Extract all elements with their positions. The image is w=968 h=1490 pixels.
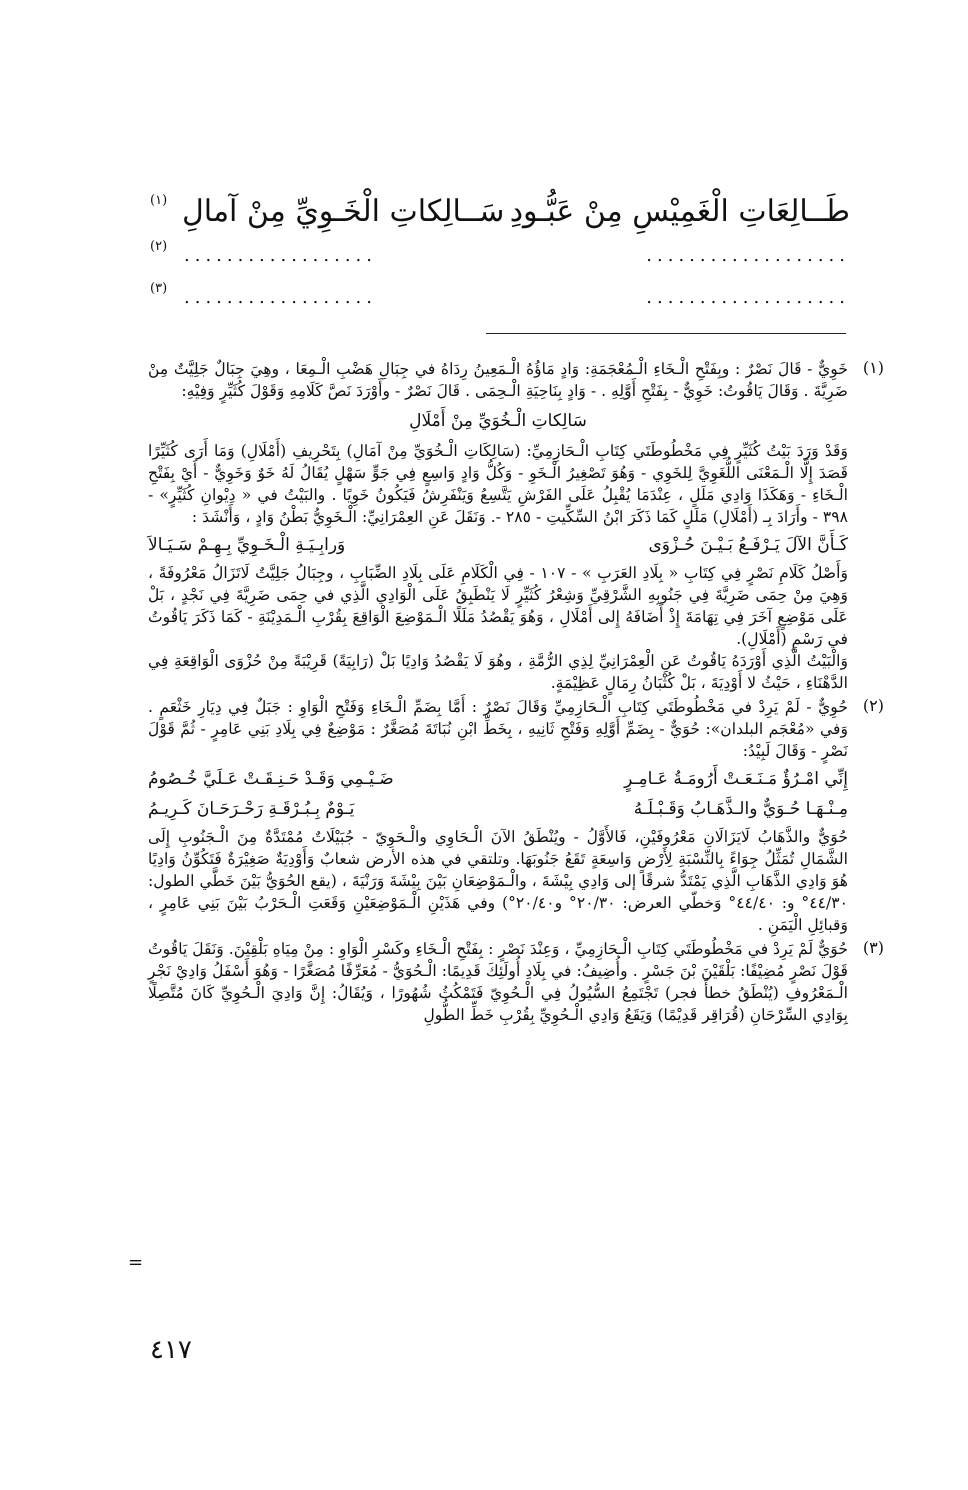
footnote-paragraph: حُوَيٌّ والذَّهَابُ لَايَزَالَانِ مَعْرُوفَيْنِ، فَالأَوَّلُ - ويُنْطَقُ الآنَ الْـحَاوِي والْـحَوِيّ - جُبَيْلَاتٌ مُمْتَدَّةٌ مِنَ الْـجَنُوبِ إِلَى الشَّمَالِ تُمَثِّلُ جِوَاءً بِالنِّسْبَةِ لِأَرْضٍ وَاسِعَةٍ تَقَعُ جَنُوبَهَا. وتلتقي في هذه الأرض شعابٌ وَأَوْدِيَةٌ صَغِيْرَةٌ فَتَكُوِّنُ وَادِيًا هُوَ وَادِي الذَّهَابِ الَّذِي يَمْتَدُّ شرقًا إلى وَادِي بِيْشَةَ ، والْـمَوْضِعَانِ بَيْنَ بِيْشَةَ وَرَنْيَةَ ، (يقع الحُوَيُّ بَيْنَ خَطَّي الطول: ٤٤/٣٠° و: ٤٤/٤٠° وَخطّي العرض: ٢٠/٣٠° و٢٠/٤٠°) وفي هَذَيْنِ الْـمَوْضِعَيْنِ وَقَعَتِ الْـحَرْبُ بَيْنَ بَنِي عَامِرٍ ، وَقبائِلِ الْيَمَنِ . <box>148 828 848 934</box>
footnote-paragraph: خَوِيٌّ - قَالَ نَصْرٌ : وبِفَتْحِ الْـخَاءِ الْـمُعْجَمَةِ: وَادٍ مَاؤُهُ الْـمَعِينُ رِدَاهُ في جِبَالِ هَضْبِ الْـمِعَا ، وهِيَ جِبَالٌ جَلِيَّتٌ مِنْ ضَرِيَّةَ . وَقَالَ يَاقُوتُ: خَوِيٌّ - بِفَتْحِ أَوَّلِهِ . - وَادٍ بِنَاحِيَةِ الْـحِمَى . قَالَ نَصْرٌ - وأَوْرَدَ نَصَّ كَلَامِهِ وَقَوْلَ كُثَيِّرٍ وَفِيْهِ: <box>148 360 848 400</box>
verse-hemistich-left: سَــالِكاتِ الْخَـوِيِّ مِنْ آمالِ <box>182 194 505 229</box>
cited-verse-right: كَـأَنَّ الآلَ يَـرْفَـعُ بَـيْـنَ حُـزْوَى <box>648 535 848 555</box>
footnote-1 <box>148 358 884 694</box>
footnote-paragraph: وَقَدْ وَرَدَ بَيْتُ كُثَيِّرٍ فِي مَخْطُوطَتَي كِتَابِ الْـحَازِمِيِّ: (سَالِكَاتِ الْـخُوَيِّ مِنْ آمَالِ) بِتَحْرِيفِ (أَمْلَالِ) وَمَا أَرَى كُثَيِّرًا قَصَدَ إِلَّا الْـمَعْنَى اللُّغَوِيَّ لِلخَوِي - وَهُوَ تَصْغِيرُ الْـخَوِ - وَكُلُّ وَادٍ وَاسِعٍ فِي جَوٍّ سَهْلٍ يُقَالُ لَهُ خَوٌ وَخَوِيٌّ - أَيْ بِفَتْحِ الْـخَاءِ - وَهَكَذَا وَادِي مَلَلٍ ، عِنْدَمَا يُقْبِلُ عَلَى الفَرْشِ يَتَّسِعُ وَيَنْفَرِشُ فَيَكُونُ خَوِيًا . والبَيْتُ في « دِيْوانِ كُثَيِّرٍ» - ٣٩٨ - وأَرَادَ بِـ (أَمْلَالِ) مَلَلٍ كَمَا ذَكَرَ ابْنُ السِّكِّيتِ - ٢٨٥ -. وَنَقَلَ عَنِ العِمْرَانِيِّ: الْـخَوِيُّ بَطْنُ وَادٍ ، وَأَنْشَدَ : <box>148 442 848 526</box>
footnote-separator <box>486 333 846 334</box>
cited-verse-left: يَـوْمٌ بِـبُـرْقَـةِ رَحْـرَحَـانَ كَـرِيـمُ <box>148 799 355 819</box>
verse-line-3 <box>150 278 850 322</box>
verse-line-2 <box>150 236 850 280</box>
cited-verse-left: وَرابِـيَـةِ الْـخَـوِيِّ بِـهِـمْ سَـيَـالاَ <box>148 535 346 555</box>
verse-dots-right: ................... <box>646 245 850 266</box>
cited-verse <box>148 532 848 558</box>
footnote-paragraph: حُوِيٌّ - لَمْ يَرِدْ في مَخْطُوطَتَي كِتَابِ الْـحَازِمِيِّ وَقَالَ نَصْرٌ : أَمَّا بِضَمِّ الْـخَاءِ وَفَتْحِ الْوَاوِ : جَبَلٌ فِي دِيَارِ خَثْعَمٍ . وَفي «مُعْجَم البلدان»: حُوَيٌّ - بِضَمِّ أَوَّلِهِ وَفَتْحِ ثَانِيهِ ، بِخَطِّ ابْنِ نُبَاتَةَ مُصَغَّرٌ : مَوْضِعٌ فِي بِلَادِ بَنِي عَامِرٍ - ثُمَّ قَوْلَ نَصْرٍ - وَقَالَ لَبِيْدُ: <box>148 698 848 760</box>
continuation-mark: = <box>128 1252 144 1273</box>
verse-hemistich-right: طَــالِعَاتِ الْغَمِيْسِ مِنْ عَبُّـودِ <box>509 194 850 229</box>
cited-hemistich: سَالِكاتِ الْـخُوَيِّ مِنْ أَمْلَالِ <box>409 411 587 431</box>
cited-verse <box>148 766 848 792</box>
footnote-paragraph: وَأَصْلُ كَلَامِ نَصْرٍ فِي كِتَابِ « بِلَادِ العَرَبِ » - ١٠٧ - فِي الْكَلَامِ عَلَى بِلَادِ الضِّبَابِ ، وجِبَالُ جَلِيَّتٌ لَاتَزَالُ مَعْرُوفَةً ، وَهِيَ مِنْ حِمَى ضَرِيَّةَ فِي جَنُوبِهِ الشَّرْقِيِّ وَشِعْرُ كُثَيِّرٍ لَا يَنْطَبِقُ عَلَى الْوَادِي الَّذِي في حِمَى ضَرِيَّةَ فِي نَجْدٍ ، بَلْ عَلَى مَوْضِعٍ آخَرَ فِي تِهَامَةَ إِذْ أَضَافَهُ إِلى أَمْلَالِ ، وَهُوَ يَقْصُدُ مَلَلًا الْـمَوْضِعَ الْوَاقِعَ بِقُرْبِ الْـمَدِيْنَةِ - كَمَا ذَكَرَ يَاقُوتُ في رَسْمِ (أَمْلَالِ). <box>148 564 848 648</box>
footnote-number: (٣) <box>862 938 884 957</box>
footnote-paragraph: وَالْبَيْتُ الَّذِي أَوْرَدَهُ يَاقُوتُ عَنِ الْعِمْرَانِيِّ لِذِي الرُّمَّةِ ، وهُوَ لَا يَقْصُدُ وَادِيًا بَلْ (رَابِيَةً) قَرِيْبَةً مِنْ حُزْوَى الْوَاقِعَةِ فِي الدَّهْنَاءِ ، حَيْثُ لا أَوْدِيَةَ ، بَلْ كُثْبَانُ رِمَالٍ عَظِيْمَةٍ. <box>148 652 848 692</box>
footnote-marker: (٢) <box>150 239 168 254</box>
footnote-2 <box>148 696 884 936</box>
footnote-number: (٢) <box>862 696 884 715</box>
footnote-marker: (١) <box>150 193 168 208</box>
verse-dots-left: .................. <box>184 245 377 266</box>
footnote-marker: (٣) <box>150 281 168 296</box>
cited-verse <box>148 796 848 822</box>
verse-line-1 <box>150 190 850 234</box>
cited-verse-right: إِنِّي امْـرُؤٌ مَـنَـعَـتْ أَرُومَـةُ عَـامِـرٍ <box>624 769 848 789</box>
verse-dots-left: .................. <box>184 287 377 308</box>
cited-verse-right: مِـنْـهَـا حُـوَيٌّ والـذَّهَـابُ وَقَـبْـلَـهُ <box>633 799 848 819</box>
page-number: ٤١٧ <box>150 1335 192 1365</box>
footnote-3 <box>148 938 884 1026</box>
footnotes <box>148 358 884 1028</box>
footnote-paragraph: حُوَيٌّ لَمْ يَرِدْ في مَخْطُوطَتَي كِتَابِ الْـحَازِمِيِّ ، وَعِنْدَ نَصْرٍ : بِفَتْحِ الْـخَاءِ وكَسْرِ الْوَاوِ : مِنْ مِيَاهِ بَلْقِيْنَ. وَنَقَلَ يَاقُوتُ قَوْلَ نَصْرٍ مُضِيْفًا: بَلْقَيْنَ بْنَ جَسْرٍ . وأُضِيفُ: في بِلَادِ أُولَئِكَ قَدِيمًا: الْـحُوَيُّ - مُعَرِّفًا مُصَغَّرًا - وَهُوَ أَسْفَلُ وَادِيْ نَجْرٍ الْـمَعْرُوفِ (يُنْطَقُ خطأً فجر) تَجْتَمِعُ السُّيُولُ فِي الْـحُوِيّ فَتَمْكُثُ شُهُورًا ، وَيُقَالُ: إِنَّ وَادِيَ الْـحُوِيِّ كَانَ مُتَّصِلًا بِوَادِي السِّرْحَانِ (قُرَاقِر قَدِيْمًا) وَيَقَعُ وَادِي الْـحُوِيِّ بِقُرْبِ خَطِّ الطُّولِ <box>148 940 848 1024</box>
verse-dots-right: ................... <box>646 287 850 308</box>
cited-verse-left: ضَـيْـمِي وَقَـدْ حَـنِـقَـتْ عَـلَيَّ خُـصُومُ <box>148 769 394 789</box>
footnote-number: (١) <box>862 358 884 377</box>
